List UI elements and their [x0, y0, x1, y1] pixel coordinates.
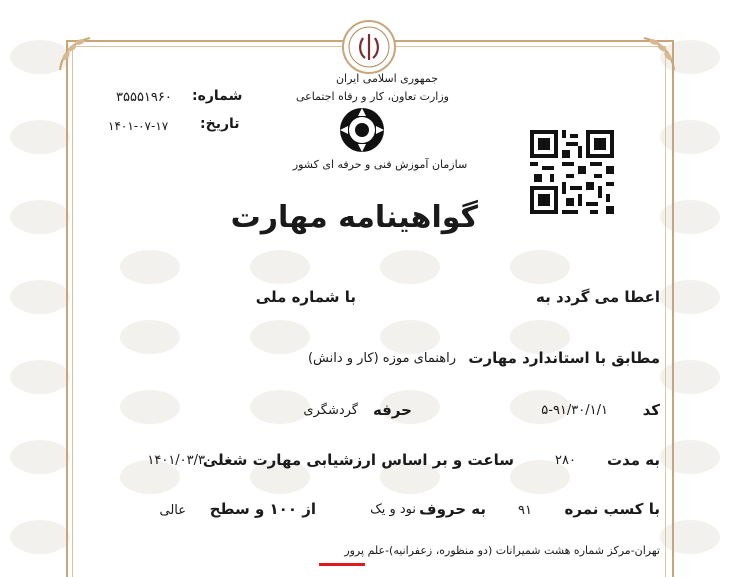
laurel-ornament-icon [636, 32, 678, 74]
score-value: ۹۱ [518, 503, 532, 518]
emblem-icon [344, 22, 394, 72]
profession-value: گردشگری [303, 403, 358, 418]
organization-logo [336, 104, 388, 156]
qr-code [530, 130, 614, 214]
standard-value: راهنمای موزه (کار و دانش) [307, 351, 456, 366]
national-emblem [342, 20, 396, 74]
score-label: با کسب نمره [564, 500, 660, 518]
level-value: عالی [159, 503, 186, 518]
assessment-label: ساعت و بر اساس ارزشیابی مهارت شغلی [202, 451, 514, 469]
organization-name: سازمان آموزش فنی و حرفه ای کشور [292, 158, 468, 171]
awarded-label: اعطا می گردد به [536, 288, 660, 306]
number-label: شماره: [192, 88, 243, 104]
code-label: کد [642, 401, 660, 419]
assessment-date: ۱۴۰۱/۰۳/۳۰ [147, 453, 212, 468]
words-label: به حروف [419, 500, 486, 518]
date-value: ۱۴۰۱-۰۷-۱۷ [108, 119, 169, 133]
scale-label: از ۱۰۰ و سطح [209, 500, 316, 518]
national-id-label: با شماره ملی [255, 288, 356, 306]
words-value: نود و یک [370, 502, 416, 517]
ministry-name: وزارت تعاون، کار و رفاه اجتماعی [295, 90, 449, 103]
code-value: ۵-۹۱/۳۰/۱/۱ [541, 403, 608, 418]
republic-name: جمهوری اسلامی ایران [335, 72, 439, 85]
duration-value: ۲۸۰ [555, 453, 576, 468]
standard-label: مطابق با استاندارد مهارت [468, 349, 660, 367]
number-value: ۳۵۵۵۱۹۶۰ [116, 90, 172, 105]
date-label: تاریخ: [200, 116, 240, 132]
duration-label: به مدت [607, 451, 660, 469]
highlight-underline [319, 563, 365, 566]
footer-address: تهران-مرکز شماره هشت شمیرانات (دو منظوره، زعفرانیه)-علم پرور [344, 544, 660, 557]
laurel-ornament-icon [56, 32, 98, 74]
certificate-title: گواهینامه مهارت [230, 200, 478, 235]
profession-label: حرفه [372, 401, 412, 419]
